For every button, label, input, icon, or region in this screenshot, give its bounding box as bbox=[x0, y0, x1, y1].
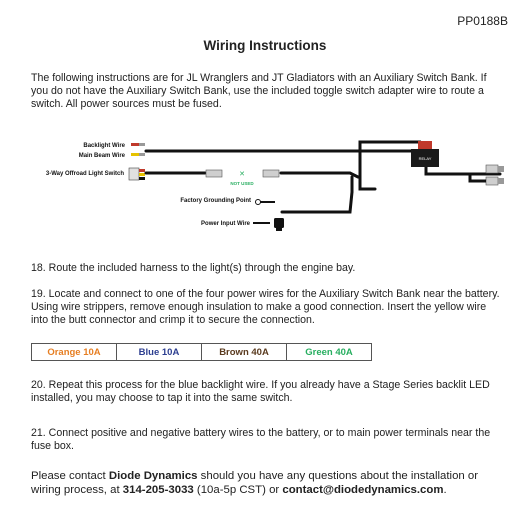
light-connector-1 bbox=[486, 165, 504, 173]
contact-prefix: Please contact bbox=[31, 470, 109, 482]
switch-connector bbox=[129, 168, 145, 180]
fuse-brown-40a: Brown 40A bbox=[202, 344, 287, 361]
step-18: 18. Route the included harness to the light(s) through the engine bay. bbox=[31, 262, 356, 274]
fuse-green-40a: Green 40A bbox=[287, 344, 372, 361]
wiring-diagram bbox=[30, 132, 520, 244]
fuse-orange-10a: Orange 10A bbox=[32, 344, 117, 361]
step-20: 20. Repeat this process for the blue backlight wire. If you already have a Stage Series backlit LED installed, you may choose to tap it into the same switch. bbox=[31, 379, 490, 405]
fuse-holder-icon bbox=[274, 218, 284, 231]
svg-text:✕: ✕ bbox=[239, 171, 245, 178]
intro-paragraph: The following instructions are for JL Wranglers and JT Gladiators with an Auxiliary Switch Bank. If you do not have the Auxiliary Switch Bank, use the included toggle switch adapter wire to route a switch. All power sources must be fused. bbox=[31, 72, 487, 111]
contact-middle: should you have any questions about the installation or wiring process, at bbox=[31, 470, 479, 497]
contact-hours: (10a-5p CST) or bbox=[193, 484, 283, 497]
relay-label: RELAY bbox=[418, 156, 432, 161]
contact-suffix: . bbox=[443, 484, 447, 497]
fuse-table bbox=[31, 343, 372, 361]
not-used-label: NOT USED bbox=[230, 181, 254, 186]
step-19: 19. Locate and connect to one of the four power wires for the Auxiliary Switch Bank near the battery. Using wire strippers, remove enough insulation to make a good connection. Insert the yellow wire into the butt connector and crimp it to secure the connection. bbox=[31, 288, 500, 327]
switch-label: 3-Way Offroad Light Switch bbox=[45, 171, 124, 177]
ground-ring-icon bbox=[256, 200, 261, 205]
phone-number[interactable]: 314-205-3033 bbox=[122, 484, 194, 497]
fuse-blue-10a: Blue 10A bbox=[117, 344, 202, 361]
light-connector-2 bbox=[486, 177, 504, 185]
company-name: Diode Dynamics bbox=[108, 470, 198, 482]
backlight-connector bbox=[131, 143, 145, 156]
main-beam-wire-label: Main Beam Wire bbox=[78, 153, 125, 159]
contact-paragraph bbox=[31, 469, 501, 497]
document-id: PP0188B bbox=[457, 14, 508, 28]
ground-label: Factory Grounding Point bbox=[180, 198, 251, 204]
step-21: 21. Connect positive and negative battery wires to the battery, or to main power terminals near the fuse box. bbox=[31, 427, 491, 453]
backlight-wire-label: Backlight Wire bbox=[83, 143, 125, 149]
relay-icon bbox=[411, 141, 439, 167]
not-used-connector bbox=[206, 170, 279, 186]
email-link[interactable]: contact@diodedynamics.com bbox=[282, 484, 444, 497]
page-title: Wiring Instructions bbox=[203, 38, 327, 53]
power-label: Power Input Wire bbox=[201, 221, 250, 227]
